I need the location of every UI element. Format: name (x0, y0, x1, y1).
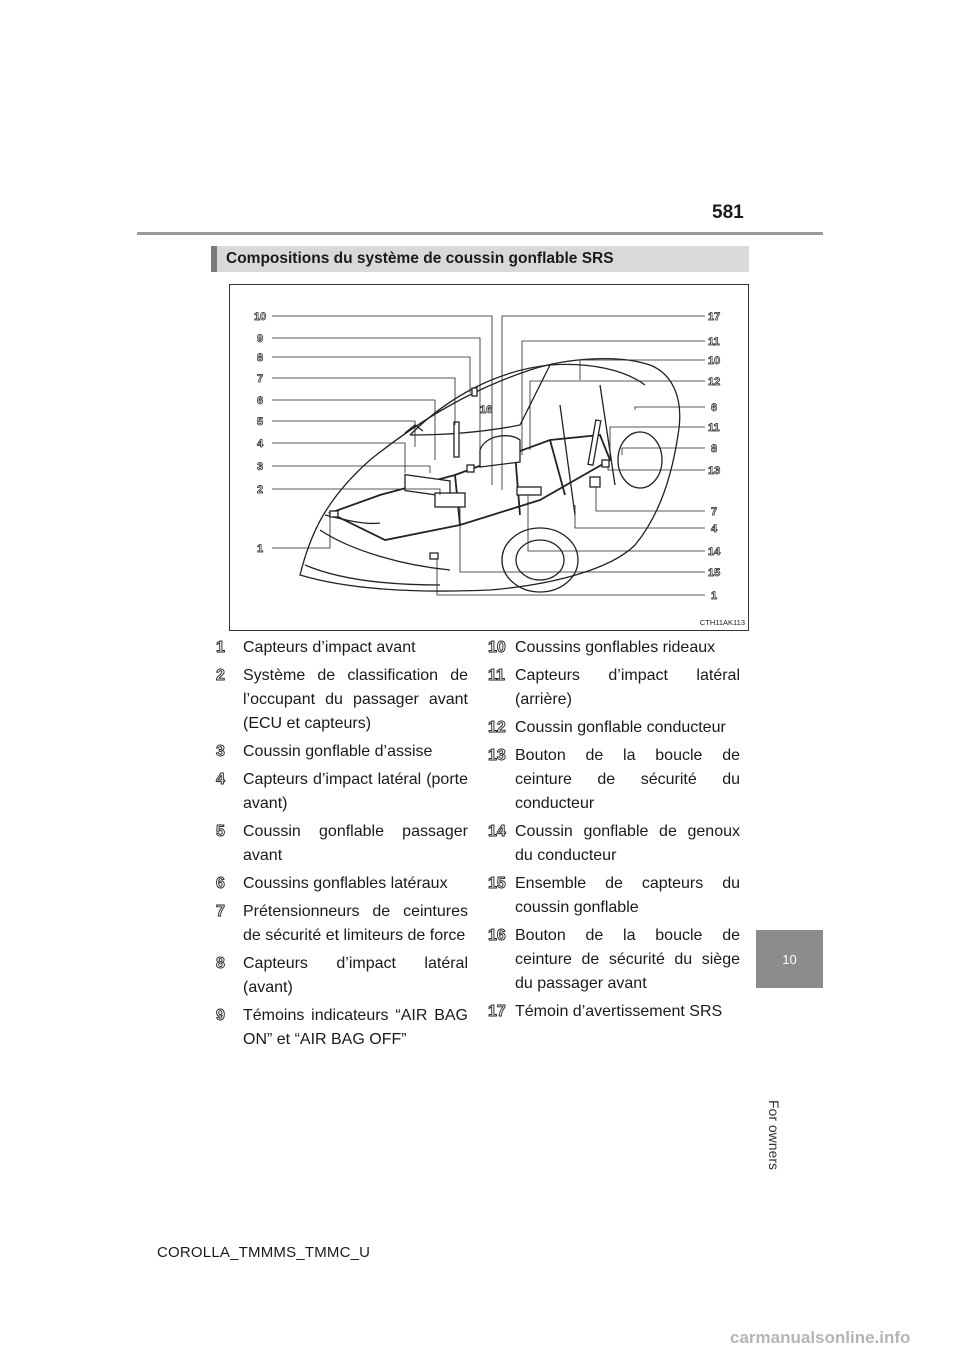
srs-warning-light (472, 388, 477, 396)
callout-left-1: 1 (257, 543, 264, 555)
legend-text: Capteurs d’impact latéral (arrière) (515, 667, 740, 708)
legend-item (216, 740, 468, 764)
callout-left-4: 4 (257, 438, 264, 450)
legend-number: 7 (216, 903, 225, 920)
legend-number: 9 (216, 1007, 225, 1024)
legend-number: 15 (488, 875, 506, 892)
chapter-label: For owners (766, 1100, 782, 1171)
callout-right-1: 1 (711, 590, 718, 602)
front-impact-sensor-left (330, 511, 338, 517)
bumper-line (305, 565, 440, 585)
callout-left-8: 8 (257, 352, 264, 364)
legend-text: Bouton de la boucle de ceinture de sécurité du conducteur (515, 747, 740, 812)
knee-airbag-module (517, 487, 541, 495)
roof-line (410, 364, 645, 435)
callout-right-4: 4 (711, 523, 718, 535)
legend-text: Ensemble de capteurs du coussin gonflable (515, 875, 740, 916)
legend-text: Système de classification de l’occupant du passager avant (ECU et capteurs) (243, 667, 468, 732)
legend-text: Coussin gonflable passager avant (243, 823, 468, 864)
legend-item (216, 768, 468, 816)
legend-item (216, 872, 468, 896)
front-grille (320, 530, 450, 570)
section-title: Compositions du système de coussin gonflable SRS (226, 250, 614, 267)
legend-number: 3 (216, 743, 225, 760)
legend-text: Témoins indicateurs “AIR BAG ON” et “AIR BAG OFF” (243, 1007, 468, 1048)
callout-right-10: 10 (708, 355, 721, 367)
legend-text: Coussins gonflables rideaux (515, 639, 716, 656)
legend-number: 14 (488, 823, 506, 840)
callout-right-6: 6 (711, 402, 718, 414)
callout-center-16: 16 (480, 404, 493, 416)
front-wheel-inner (516, 540, 564, 580)
legend-item (488, 664, 740, 712)
callout-right-15: 15 (708, 567, 721, 579)
legend-number: 4 (216, 771, 225, 788)
callout-right-7: 7 (711, 506, 718, 518)
legend-number: 12 (488, 719, 506, 736)
rear-wheel (618, 432, 662, 488)
legend-number: 6 (216, 875, 225, 892)
driver-seat (480, 436, 520, 467)
legend-number: 16 (488, 927, 506, 944)
legend-item (216, 664, 468, 736)
legend-number: 8 (216, 955, 225, 972)
legend-number: 11 (488, 667, 505, 684)
chapter-tab[interactable]: 10 (756, 930, 823, 988)
callout-left-9: 9 (257, 333, 264, 345)
figure-code: CTH11AK113 (699, 618, 745, 627)
callout-left-5: 5 (257, 416, 264, 428)
callout-right-17: 17 (708, 311, 721, 323)
legend-item (488, 924, 740, 996)
legend-number: 17 (488, 1003, 506, 1020)
watermark: carmanualsonline.info (730, 1328, 911, 1347)
callout-right-14: 14 (708, 546, 721, 558)
legend-text: Coussins gonflables latéraux (243, 875, 448, 892)
callout-left-10: 10 (254, 311, 267, 323)
legend-item (488, 1000, 740, 1024)
side-airbag-rear (588, 420, 601, 465)
legend-text: Bouton de la boucle de ceinture de sécurité du siège du passager avant (515, 927, 740, 992)
legend-item (488, 820, 740, 868)
callout-right-8: 8 (711, 443, 718, 455)
section-heading (211, 246, 749, 272)
legend-text: Coussin gonflable de genoux du conducteur (515, 823, 740, 864)
legend-item (488, 872, 740, 920)
left-callouts (254, 311, 266, 555)
footer-doc-id: COROLLA_TMMMS_TMMC_U (157, 1244, 371, 1261)
legend-text: Capteurs d’impact avant (243, 639, 416, 656)
legend-number: 2 (216, 667, 225, 684)
callout-left-3: 3 (257, 461, 264, 473)
side-sensor (590, 477, 600, 487)
legend-item (216, 952, 468, 1000)
buckle-switch-passenger (467, 465, 474, 472)
legend-left-column (216, 636, 468, 1056)
legend-text: Capteurs d’impact latéral (avant) (243, 955, 468, 996)
callout-right-11b: 11 (708, 422, 720, 434)
legend-number: 1 (216, 639, 225, 656)
legend-number: 10 (488, 639, 506, 656)
legend-item (488, 716, 740, 740)
legend-number: 5 (216, 823, 225, 840)
legend-item (216, 636, 468, 660)
front-wheel (502, 528, 578, 592)
legend-item (216, 900, 468, 948)
legend-text: Témoin d’avertissement SRS (515, 1003, 723, 1020)
callout-left-6: 6 (257, 395, 264, 407)
callout-right-13: 13 (708, 465, 721, 477)
legend-item (216, 1004, 468, 1052)
legend-item (488, 744, 740, 816)
callout-left-7: 7 (257, 373, 264, 385)
page-number: 581 (712, 202, 744, 223)
airbag-sensor-assembly (435, 493, 465, 507)
airbag-system-figure (229, 284, 749, 631)
wiring-harness (330, 435, 610, 540)
callout-right-11: 11 (708, 336, 720, 348)
curtain-airbag-bar (454, 422, 459, 457)
header-rule (137, 232, 823, 235)
callout-left-2: 2 (257, 484, 264, 496)
legend-right-column (488, 636, 740, 1028)
callout-right-12: 12 (708, 376, 721, 388)
car-illustration (230, 285, 748, 630)
legend-text: Capteurs d’impact latéral (porte avant) (243, 771, 468, 812)
legend-number: 13 (488, 747, 506, 764)
car-body-outline (300, 359, 680, 591)
legend-text: Prétensionneurs de ceintures de sécurité et limiteurs de force (243, 903, 468, 944)
buckle-switch-driver (602, 460, 609, 467)
front-impact-sensor-right (430, 553, 438, 559)
legend-item (488, 636, 740, 660)
legend-text: Coussin gonflable conducteur (515, 719, 726, 736)
legend-item (216, 820, 468, 868)
legend-text: Coussin gonflable d’assise (243, 743, 433, 760)
